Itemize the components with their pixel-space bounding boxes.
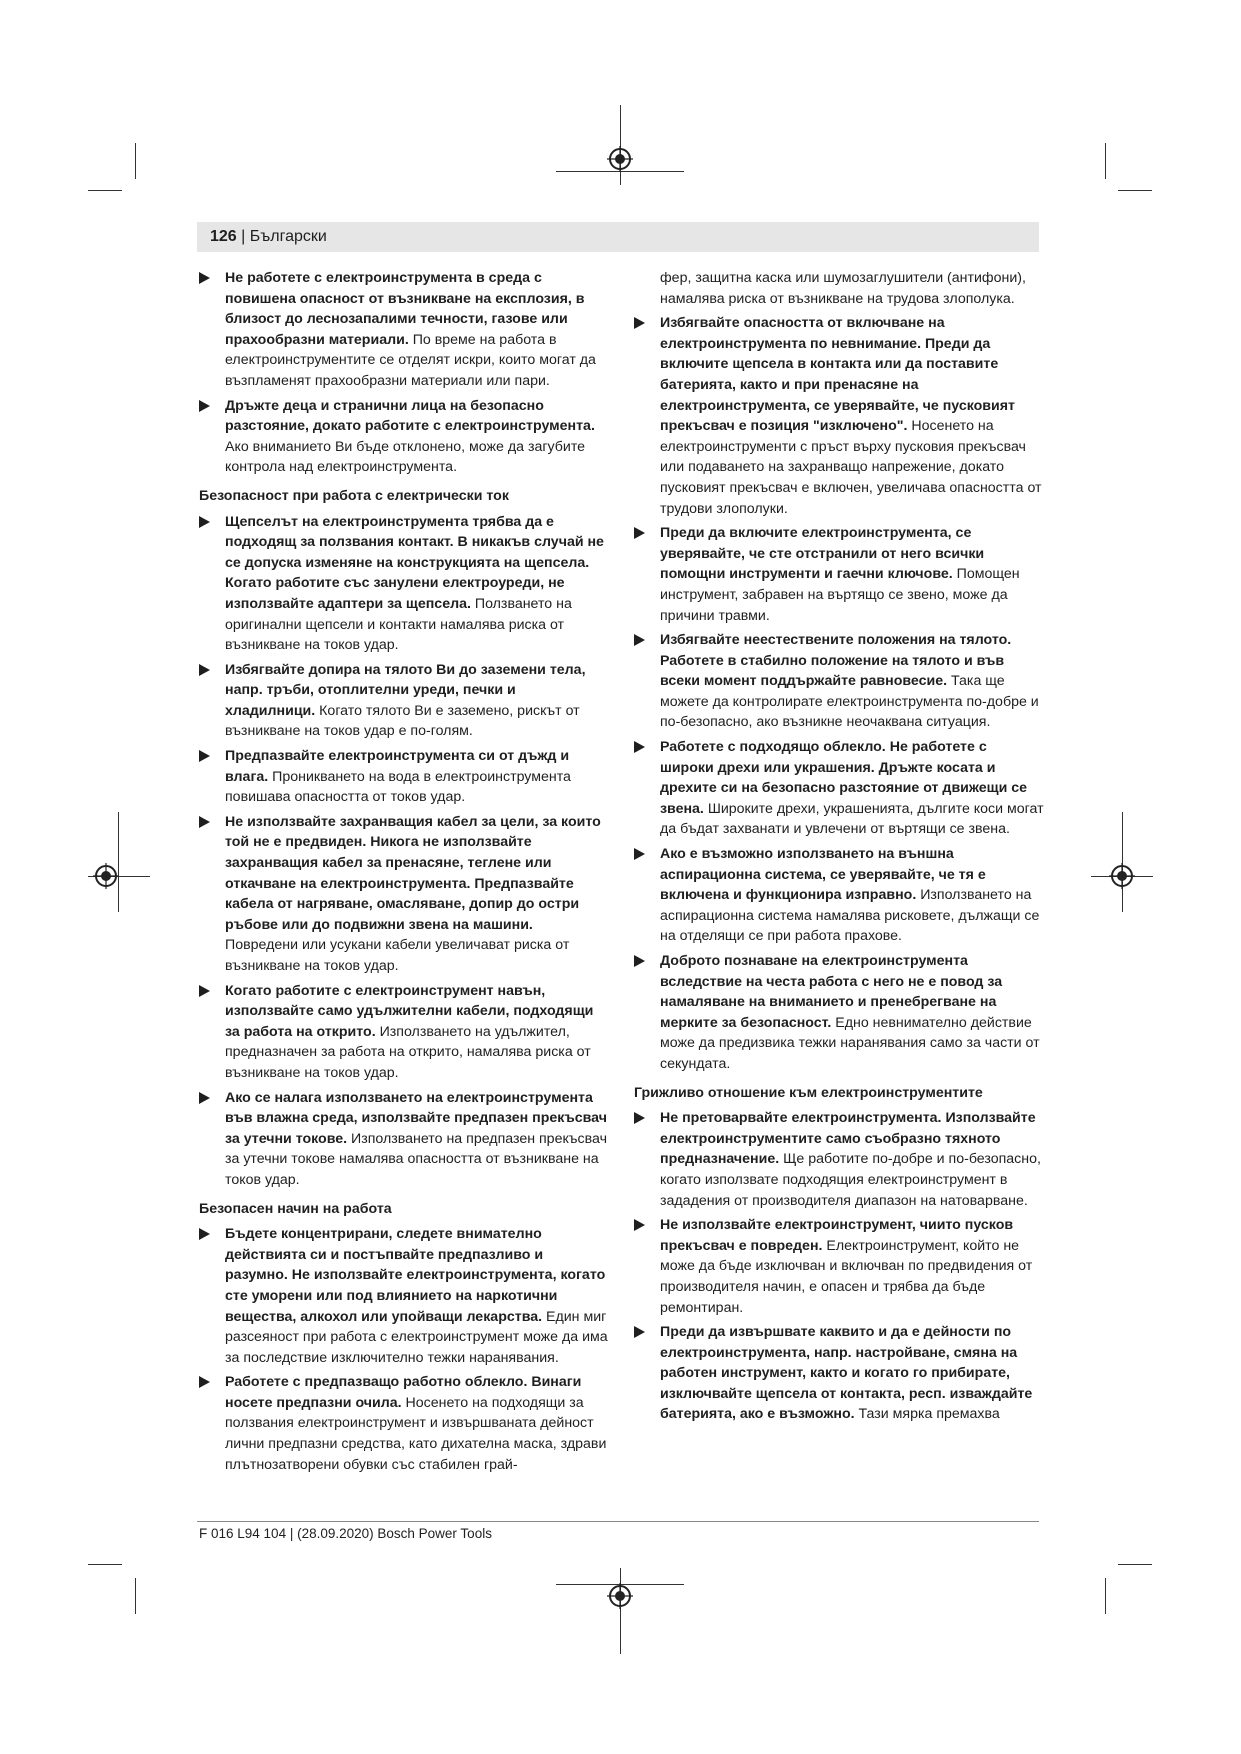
crop-mark	[1105, 1578, 1106, 1614]
instruction-text: Един миг разсеяност при работа с електроинструмент може да има за последствие изключително тежки наранявания.	[225, 1308, 608, 1366]
left-column	[199, 268, 609, 1479]
instruction-text: Използването на аспирационна система намалява рисковете, дължащи се на отделящи се при работа прахове.	[660, 887, 1040, 945]
bullet-triangle-icon	[199, 272, 210, 284]
section-heading: Безопасност при работа с електрически ток	[199, 487, 509, 504]
bullet-triangle-icon	[634, 1219, 645, 1231]
instruction-text: Носенето на подходящи за ползвания електроинструмент и извършваната дейност лични предпазни средства, като дихателна маска, здрави плътнозатворени обувки със стабилен грай-	[225, 1394, 607, 1473]
registration-line	[620, 105, 621, 185]
instruction-text: Използването на удължител, предназначен за работа на открито, намалява риска от възникване на токов удар.	[225, 1023, 591, 1081]
instruction-bold: Ако е възможно използването на външна аспирационна система, се уверявайте, че тя е включена и функционира изправно.	[660, 846, 986, 904]
safety-instruction	[634, 1322, 1044, 1425]
instruction-bold: Не използвайте електроинструмент, чиито пусков прекъсвач е повреден.	[660, 1217, 1014, 1254]
safety-instruction	[199, 746, 609, 808]
bullet-triangle-icon	[199, 816, 210, 828]
instruction-text: Използването на предпазен прекъсвач за утечни токове намалява опасността от възникване на токов удар.	[225, 1130, 607, 1188]
crop-mark	[1105, 143, 1106, 179]
bullet-triangle-icon	[199, 516, 210, 528]
page-header	[210, 228, 327, 246]
instruction-text: Ползването на оригинални щепсели и контакти намалява риска от възникване на токов удар.	[225, 595, 572, 654]
instruction-text: По време на работа в електроинструментите се отделят искри, които могат да възпламенят прахообразни материали или пари.	[225, 331, 596, 389]
instruction-bold: Доброто познаване на електроинструмента вследствие на честа работа с него не е повод за намаляване на вниманието и пренебрегване на мерките за безопасност.	[660, 953, 1003, 1031]
safety-instruction	[634, 1215, 1044, 1318]
instruction-text: Едно невнимателно действие може да предизвика тежки наранявания само за части от секундата.	[660, 1014, 1040, 1072]
bullet-triangle-icon	[634, 527, 645, 539]
page-number: 126	[210, 228, 237, 245]
instruction-bold: Избягвайте допира на тялото Ви до заземени тела, напр. тръби, отоплителни уреди, печки и хладилници.	[225, 661, 586, 719]
instruction-bold: Не работете с електроинструмента в среда с повишена опасност от възникване на експлозия, в близост до леснозапалими течности, газове или прахообразни материали.	[225, 270, 585, 348]
safety-instruction	[199, 660, 609, 742]
instruction-bold: Не претоварвайте електроинструмента. Използвайте електроинструментите само съобразно тяхното предназначение.	[660, 1110, 1036, 1168]
instruction-text: Повредени или усукани кабели увеличават риска от възникване на токов удар.	[225, 937, 570, 974]
safety-instruction	[634, 630, 1044, 733]
paragraph-continuation: фер, защитна каска или шумозаглушители (антифони), намалява риска от възникване на трудова злополука.	[660, 270, 1026, 307]
bullet-triangle-icon	[199, 664, 210, 676]
instruction-bold: Избягвайте опасността от включване на електроинструмента по невнимание. Преди да включите щепсела в контакта или да поставите батерията, както и при пренасяне на електроинструмента, се уверявайте, че пусковият прекъсвач е позиция "изключено".	[660, 315, 1015, 435]
instruction-text: Ще работите по-добре и по-безопасно, когато използвате подходящия електроинструмент в зададения от производителя диапазон на натоварване.	[660, 1151, 1041, 1209]
instruction-bold: Работете с предпазващо работно облекло. Винаги носете предпазни очила.	[225, 1374, 582, 1411]
bullet-triangle-icon	[199, 1376, 210, 1388]
instruction-bold: Работете с подходящо облекло. Не работете с широки дрехи или украшения. Дръжте косата и дрехите си на безопасно разстояние от движещи се звена.	[660, 739, 1028, 817]
header-language: Български	[249, 228, 327, 245]
safety-instruction	[199, 396, 609, 478]
safety-instruction	[634, 844, 1044, 947]
registration-target-icon	[607, 146, 633, 172]
crop-mark	[1118, 190, 1152, 191]
registration-line	[620, 1568, 621, 1654]
instruction-bold: Преди да извършвате каквито и да е дейности по електроинструмента, напр. настройване, смяна на работен инструмент, както и когато го прибирате, изключвайте щепсела от контакта, респ. изваждайте батерията, ако е възможно.	[660, 1324, 1033, 1423]
safety-instruction	[634, 313, 1044, 519]
safety-instruction	[199, 981, 609, 1084]
safety-instruction	[634, 737, 1044, 840]
instruction-bold: Предпазвайте електроинструмента си от дъжд и влага.	[225, 748, 570, 785]
crop-mark	[135, 143, 136, 179]
crop-mark	[135, 1578, 136, 1614]
instruction-text: Носенето на електроинструменти с пръст върху пусковия прекъсвач или подаването на захранващо напрежение, докато пусковият прекъсвач е включен, увеличава опасността от трудови злополуки.	[660, 418, 1042, 517]
safety-instruction	[199, 1088, 609, 1191]
crop-mark	[88, 1564, 122, 1565]
footer-divider	[197, 1521, 1039, 1522]
right-column	[634, 268, 1044, 1429]
page-footer: F 016 L94 104 | (28.09.2020) Bosch Power Tools	[199, 1526, 492, 1541]
instruction-text: Помощен инструмент, забравен на въртящо се звено, може да причини травми.	[660, 566, 1020, 624]
safety-instruction	[199, 812, 609, 977]
safety-instruction	[199, 512, 609, 656]
bullet-triangle-icon	[634, 741, 645, 753]
registration-target-icon	[1109, 863, 1135, 889]
safety-instruction	[634, 951, 1044, 1075]
registration-target-icon	[607, 1583, 633, 1609]
bullet-triangle-icon	[634, 1326, 645, 1338]
bullet-triangle-icon	[199, 400, 210, 412]
instruction-bold: Щепселът на електроинструмента трябва да е подходящ за ползвания контакт. В никакъв случай не се допуска изменяне на конструкцията на щепсела. Когато работите със занулени електроуреди, не използвайте адаптери за щепсела.	[225, 513, 604, 612]
instruction-text: Електроинструмент, който не може да бъде изключван и включван по предвидения от производителя начин, е опасен и трябва да бъде ремонтиран.	[660, 1237, 1033, 1316]
bullet-triangle-icon	[634, 955, 645, 967]
instruction-bold: Когато работите с електроинструмент навън, използвайте само удължителни кабели, подходящи за работа на открито.	[225, 982, 594, 1040]
registration-target-icon	[93, 863, 119, 889]
bullet-triangle-icon	[199, 985, 210, 997]
header-separator: |	[236, 228, 250, 245]
safety-instruction	[199, 268, 609, 392]
instruction-text: Ако вниманието Ви бъде отклонено, може да загубите контрола над електроинструмента.	[225, 438, 586, 476]
instruction-bold: Дръжте деца и странични лица на безопасно разстояние, докато работите с електроинструмента.	[225, 397, 595, 435]
crop-mark	[88, 190, 122, 191]
instruction-bold: Избягвайте неестествените положения на тялото. Работете в стабилно положение на тялото и във всеки момент поддържайте равновесие.	[660, 632, 1012, 690]
crop-mark	[1118, 1564, 1152, 1565]
instruction-text: Така ще можете да контролирате електроинструмента по-добре и по-безопасно, ако възникне неочаквана ситуация.	[660, 673, 1039, 731]
section-heading: Безопасен начин на работа	[199, 1200, 392, 1217]
instruction-text: Когато тялото Ви е заземено, рискът от възникване на токов удар е по-голям.	[225, 702, 580, 740]
bullet-triangle-icon	[199, 1092, 210, 1104]
bullet-triangle-icon	[634, 317, 645, 329]
instruction-bold: Не използвайте захранващия кабел за цели, за които той не е предвиден. Никога не използвайте захранващия кабел за пренасяне, теглене или откачване на електроинструмента. Предпазвайте кабела от нагряване, омасляване, допир до остри ръбове или до подвижни звена на машини.	[225, 813, 601, 933]
bullet-triangle-icon	[634, 848, 645, 860]
instruction-text: Проникването на вода в електроинструмента повишава опасността от токов удар.	[225, 768, 571, 806]
safety-instruction	[199, 1224, 609, 1368]
bullet-triangle-icon	[634, 1112, 645, 1124]
instruction-text: Тази мярка премахва	[854, 1406, 1000, 1423]
instruction-bold: Ако се налага използването на електроинструмента във влажна среда, използвайте предпазен прекъсвач за утечни токове.	[225, 1089, 607, 1147]
instruction-bold: Преди да включите електроинструмента, се уверявайте, че сте отстранили от него всички помощни инструменти и гаечни ключове.	[660, 525, 985, 583]
registration-line	[1122, 812, 1123, 912]
safety-instruction	[634, 523, 1044, 626]
instruction-bold: Бъдете концентрирани, следете внимателно действията си и постъпвайте предпазливо и разумно. Не използвайте електроинструмента, когато сте уморени или под влиянието на наркотични вещества, алкохол или упойващи лекарства.	[225, 1226, 606, 1325]
safety-instruction	[199, 1372, 609, 1475]
section-heading: Грижливо отношение към електроинструментите	[634, 1084, 983, 1101]
bullet-triangle-icon	[634, 634, 645, 646]
safety-instruction	[634, 1108, 1044, 1211]
bullet-triangle-icon	[199, 1228, 210, 1240]
instruction-text: Широките дрехи, украшенията, дългите коси могат да бъдат захванати и увлечени от въртящи се звена.	[660, 800, 1044, 838]
registration-line	[118, 812, 119, 912]
bullet-triangle-icon	[199, 750, 210, 762]
